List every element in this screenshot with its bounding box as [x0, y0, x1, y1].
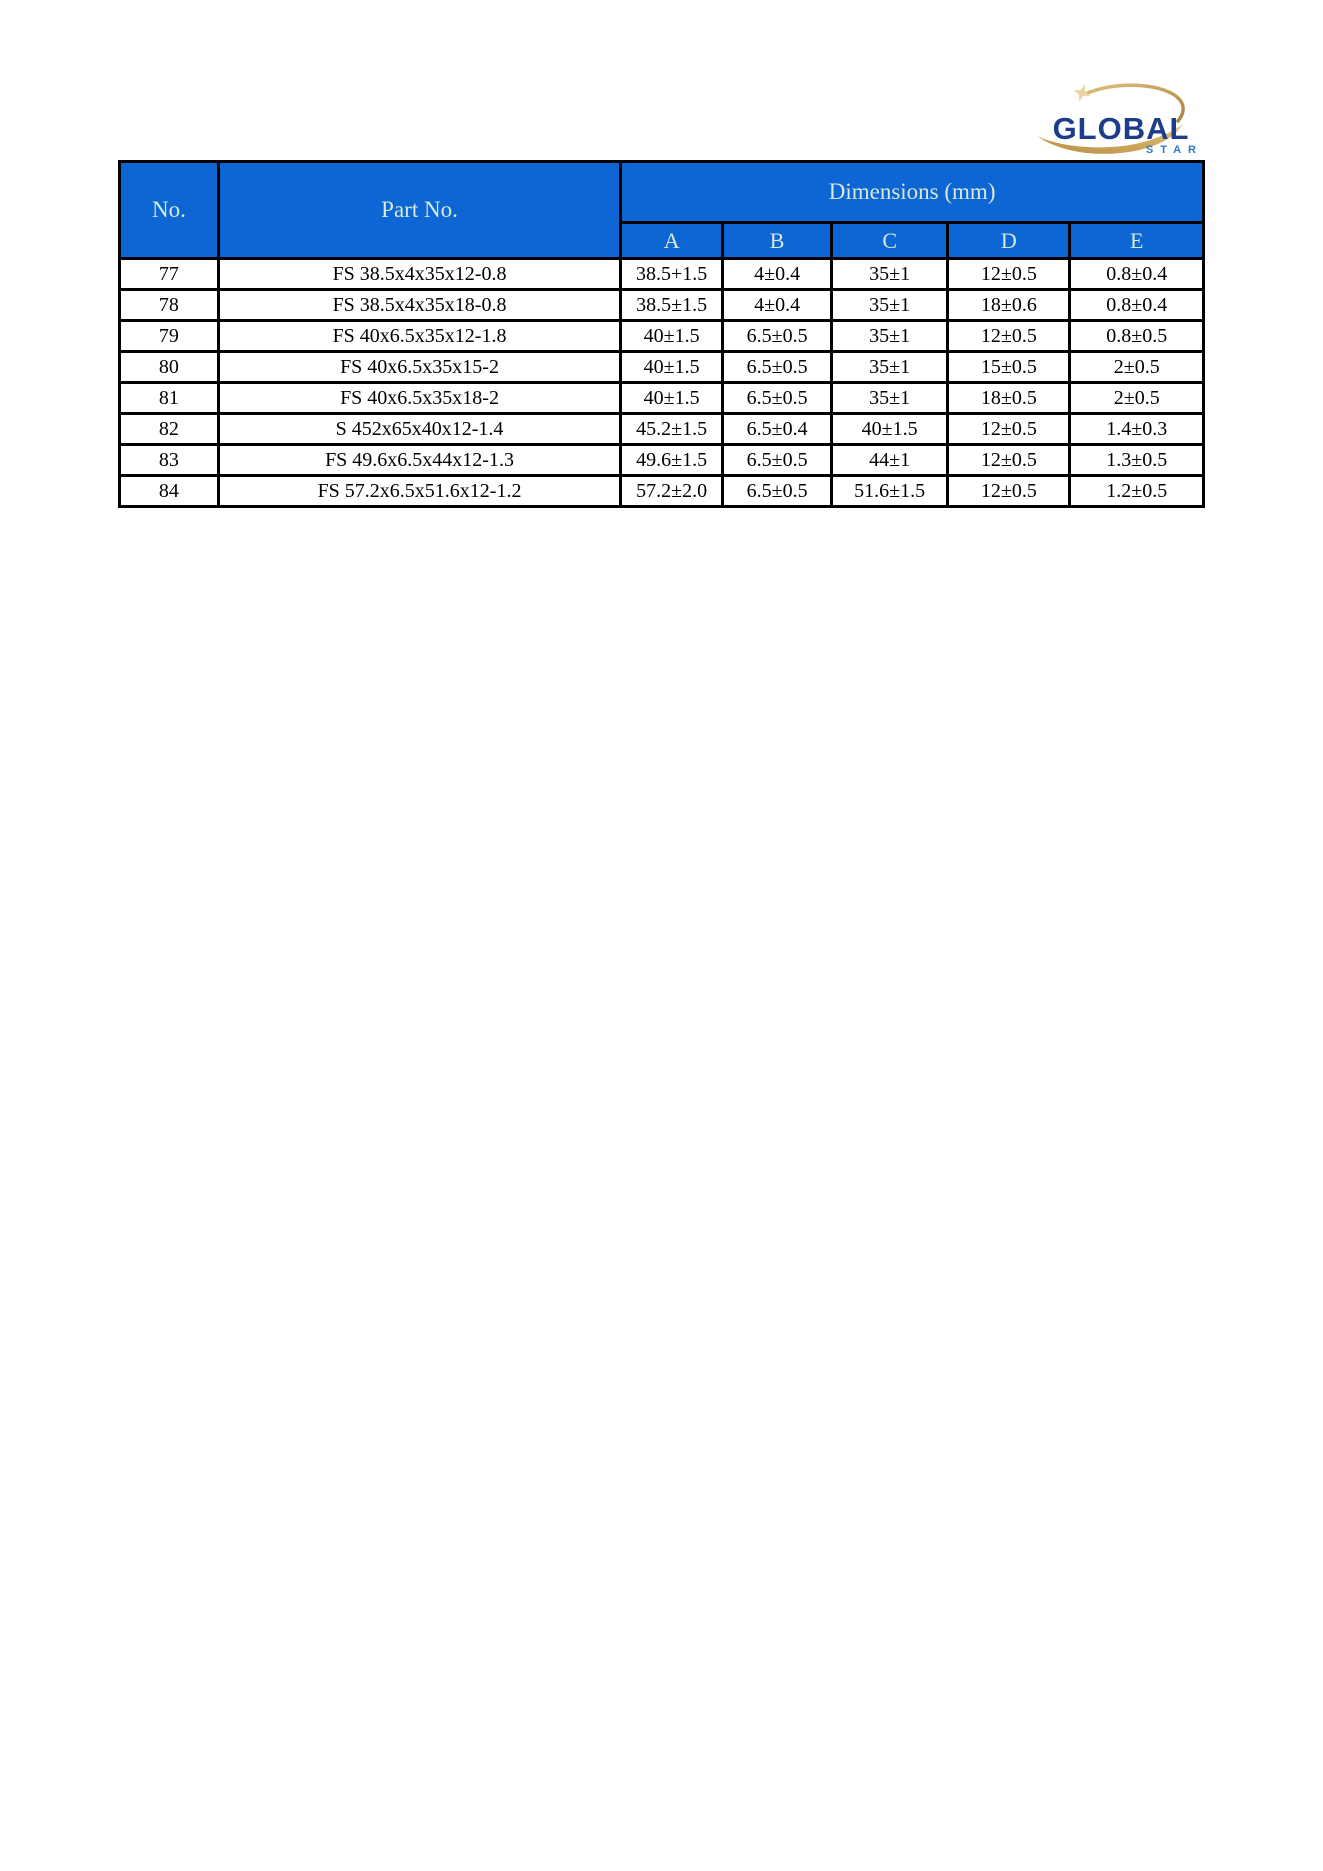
cell-part: FS 40x6.5x35x12-1.8 — [218, 321, 620, 352]
table-row — [120, 352, 1204, 383]
cell-b: 6.5±0.5 — [723, 321, 832, 352]
cell-c: 35±1 — [832, 290, 948, 321]
cell-c: 35±1 — [832, 352, 948, 383]
cell-c: 51.6±1.5 — [832, 476, 948, 507]
cell-a: 40±1.5 — [621, 383, 723, 414]
table-header-row — [120, 162, 1204, 223]
cell-d: 18±0.5 — [948, 383, 1070, 414]
cell-c: 35±1 — [832, 383, 948, 414]
col-header-part-no: Part No. — [218, 162, 620, 259]
cell-a: 49.6±1.5 — [621, 445, 723, 476]
cell-no: 80 — [120, 352, 219, 383]
cell-d: 12±0.5 — [948, 259, 1070, 290]
table-row — [120, 383, 1204, 414]
cell-d: 18±0.6 — [948, 290, 1070, 321]
cell-no: 78 — [120, 290, 219, 321]
cell-d: 12±0.5 — [948, 321, 1070, 352]
cell-c: 35±1 — [832, 259, 948, 290]
cell-d: 12±0.5 — [948, 414, 1070, 445]
cell-b: 6.5±0.5 — [723, 383, 832, 414]
cell-part: S 452x65x40x12-1.4 — [218, 414, 620, 445]
dimensions-table — [118, 160, 1205, 508]
cell-a: 40±1.5 — [621, 352, 723, 383]
cell-b: 4±0.4 — [723, 259, 832, 290]
cell-a: 57.2±2.0 — [621, 476, 723, 507]
table-row — [120, 476, 1204, 507]
cell-a: 45.2±1.5 — [621, 414, 723, 445]
table-row — [120, 445, 1204, 476]
cell-b: 6.5±0.5 — [723, 352, 832, 383]
cell-part: FS 40x6.5x35x15-2 — [218, 352, 620, 383]
cell-d: 12±0.5 — [948, 445, 1070, 476]
cell-b: 4±0.4 — [723, 290, 832, 321]
table-body — [120, 259, 1204, 507]
cell-a: 38.5±1.5 — [621, 290, 723, 321]
cell-no: 83 — [120, 445, 219, 476]
cell-e: 1.3±0.5 — [1070, 445, 1204, 476]
col-header-dim-c: C — [832, 223, 948, 259]
cell-e: 0.8±0.5 — [1070, 321, 1204, 352]
col-header-dim-e: E — [1070, 223, 1204, 259]
table-row — [120, 321, 1204, 352]
cell-c: 44±1 — [832, 445, 948, 476]
cell-e: 1.2±0.5 — [1070, 476, 1204, 507]
global-star-logo — [1035, 80, 1207, 160]
cell-part: FS 38.5x4x35x18-0.8 — [218, 290, 620, 321]
cell-a: 40±1.5 — [621, 321, 723, 352]
cell-part: FS 49.6x6.5x44x12-1.3 — [218, 445, 620, 476]
cell-e: 0.8±0.4 — [1070, 290, 1204, 321]
cell-no: 84 — [120, 476, 219, 507]
col-header-dim-a: A — [621, 223, 723, 259]
logo-subtext: STAR — [1145, 144, 1203, 156]
table-row — [120, 290, 1204, 321]
cell-a: 38.5+1.5 — [621, 259, 723, 290]
col-header-dimensions: Dimensions (mm) — [621, 162, 1204, 223]
col-header-dim-b: B — [723, 223, 832, 259]
cell-e: 2±0.5 — [1070, 383, 1204, 414]
table-row — [120, 259, 1204, 290]
cell-b: 6.5±0.5 — [723, 476, 832, 507]
table-row — [120, 414, 1204, 445]
cell-d: 12±0.5 — [948, 476, 1070, 507]
col-header-dim-d: D — [948, 223, 1070, 259]
cell-b: 6.5±0.5 — [723, 445, 832, 476]
cell-part: FS 40x6.5x35x18-2 — [218, 383, 620, 414]
cell-no: 82 — [120, 414, 219, 445]
cell-e: 0.8±0.4 — [1070, 259, 1204, 290]
cell-no: 79 — [120, 321, 219, 352]
cell-e: 1.4±0.3 — [1070, 414, 1204, 445]
cell-c: 35±1 — [832, 321, 948, 352]
cell-no: 77 — [120, 259, 219, 290]
cell-d: 15±0.5 — [948, 352, 1070, 383]
cell-b: 6.5±0.4 — [723, 414, 832, 445]
cell-part: FS 38.5x4x35x12-0.8 — [218, 259, 620, 290]
col-header-no: No. — [120, 162, 219, 259]
cell-e: 2±0.5 — [1070, 352, 1204, 383]
cell-part: FS 57.2x6.5x51.6x12-1.2 — [218, 476, 620, 507]
cell-c: 40±1.5 — [832, 414, 948, 445]
cell-no: 81 — [120, 383, 219, 414]
logo-wordmark: GLOBAL — [1052, 111, 1190, 146]
